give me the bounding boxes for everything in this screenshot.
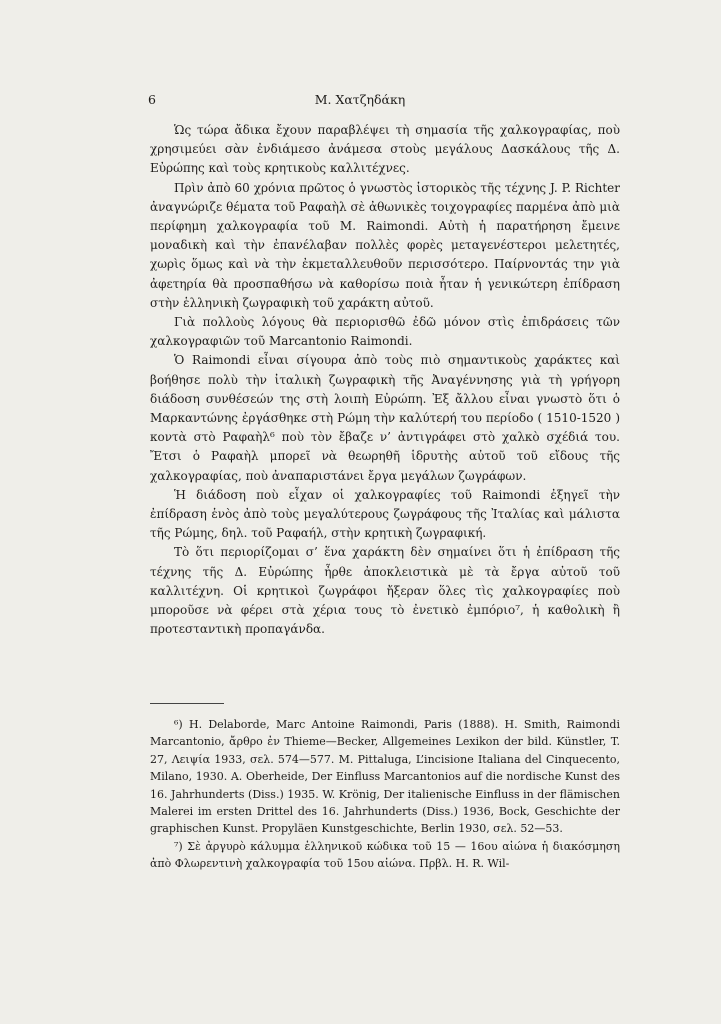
- main-text: [150, 121, 620, 639]
- footnote-divider: [150, 703, 224, 704]
- running-title: Μ. Χατζηδάκη: [314, 92, 406, 107]
- footnote-7: ⁷) Σὲ ἀργυρὸ κάλυμμα ἑλληνικοῦ κώδικα τοῦ 15 — 16ου αἰώνα ἡ διακόσμηση ἀπὸ Φλωρεντινὴ χαλκογραφία τοῦ 15ου αἰώνα. Πρβλ. H. R. Wil-: [150, 839, 620, 871]
- page-number: 6: [148, 92, 156, 107]
- page-header: [148, 92, 572, 110]
- footnote-6: ⁶) H. Delaborde, Marc Antoine Raimondi, Paris (1888). H. Smith, Raimondi Marcantonio, ἄρθρο ἐν Thieme—Becker, Allgemeines Lexikon der bild. Künstler, T. 27, Λειψία 1933, σελ. 574—577. M. Pittaluga, L’incisione Italiana del Cinquecento, Milano, 1930. A. Oberheide, Der Einfluss Marcantonios auf die nordische Kunst des 16. Jahrhunderts (Diss.) 1935. W. Krönig, Der italienische Einfluss in der flämischen Malerei im ersten Drittel des 16. Jahrhunderts (Diss.) 1936, Bock, Geschichte der graphischen Kunst. Propyläen Kunstgeschichte, Berlin 1930, σελ. 52—53.: [150, 718, 620, 836]
- paragraph: Ἡ διάδοση ποὺ εἶχαν οἱ χαλκογραφίες τοῦ Raimondi ἐξηγεῖ τὴν ἐπίδραση ἑνὸς ἀπὸ τοὺς μεγαλύτερους ζωγράφους τῆς Ἰταλίας καὶ μάλιστα τῆς Ρώμης, δηλ. τοῦ Ραφαήλ, στὴν κρητικὴ ζωγραφική.: [150, 487, 620, 541]
- paragraph: Ὁ Raimondi εἶναι σίγουρα ἀπὸ τοὺς πιὸ σημαντικοὺς χαράκτες καὶ βοήθησε πολὺ τὴν ἰταλικὴ ζωγραφικὴ τῆς Ἀναγέννησης γιὰ τὴ γρήγορη διάδοση συνθέσεών της στὴ λοιπὴ Εὐρώπη. Ἐξ ἄλλου εἶναι γνωστὸ ὅτι ὁ Μαρκαντώνης ἐργάσθηκε στὴ Ρώμη τὴν καλύτερή του περίοδο ( 1510-1520 ) κοντὰ στὸ Ραφαὴλ⁶ ποὺ τὸν ἔβαζε ν’ ἀντιγράφει στὸ χαλκὸ σχέδιά του. Ἔτσι ὁ Ραφαὴλ μπορεῖ νὰ θεωρηθῆ ἱδρυτὴς αὐτοῦ τοῦ εἴδους τῆς χαλκογραφίας, ποὺ ἀναπαριστάνει ἔργα μεγάλων ζωγράφων.: [150, 353, 620, 483]
- paragraph: Πρὶν ἀπὸ 60 χρόνια πρῶτος ὁ γνωστὸς ἱστορικὸς τῆς τέχνης J. P. Richter ἀναγνώριζε θέματα τοῦ Ραφαὴλ σὲ ἀθωνικὲς τοιχογραφίες παρμένα ἀπὸ μιὰ περίφημη χαλκογραφία τοῦ M. Raimondi. Αὐτὴ ἡ παρατήρηση ἔμεινε μοναδικὴ καὶ τὴν ἐπανέλαβαν πολλὲς φορὲς μεταγενέστεροι μελετητές, χωρὶς ὅμως καὶ νὰ τὴν ἐκμεταλλευθοῦν περισσότερο. Παίρνοντάς την γιὰ ἀφετηρία θὰ προσπαθήσω νὰ καθορίσω ποιὰ ἦταν ἡ γενικώτερη ἐπίδραση στὴν ἑλληνικὴ ζωγραφικὴ τοῦ χαράκτη αὐτοῦ.: [150, 180, 620, 310]
- paragraph: Γιὰ πολλοὺς λόγους θὰ περιορισθῶ ἐδῶ μόνον στὶς ἐπιδράσεις τῶν χαλκογραφιῶν τοῦ Marcantonio Raimondi.: [150, 315, 620, 349]
- paragraph: Ὡς τώρα ἄδικα ἔχουν παραβλέψει τὴ σημασία τῆς χαλκογραφίας, ποὺ χρησιμεύει σὰν ἐνδιάμεσο ἀνάμεσα στοὺς μεγάλους Δασκάλους τῆς Δ. Εὐρώπης καὶ τοὺς κρητικοὺς καλλιτέχνες.: [150, 123, 620, 176]
- paragraph: Τὸ ὅτι περιορίζομαι σ’ ἕνα χαράκτη δὲν σημαίνει ὅτι ἡ ἐπίδραση τῆς τέχνης τῆς Δ. Εὐρώπης ἦρθε ἀποκλειστικὰ μὲ τὰ ἔργα αὐτοῦ τοῦ καλλιτέχνη. Οἱ κρητικοὶ ζωγράφοι ἤξεραν ὅλες τὶς χαλκογραφίες ποὺ μποροῦσε νὰ φέρει στὰ χέρια τους τὸ ἐνετικὸ ἐμπόριο⁷, ἡ καθολικὴ ἢ προτεσταντικὴ προπαγάνδα.: [150, 545, 620, 637]
- footnotes: [150, 716, 620, 873]
